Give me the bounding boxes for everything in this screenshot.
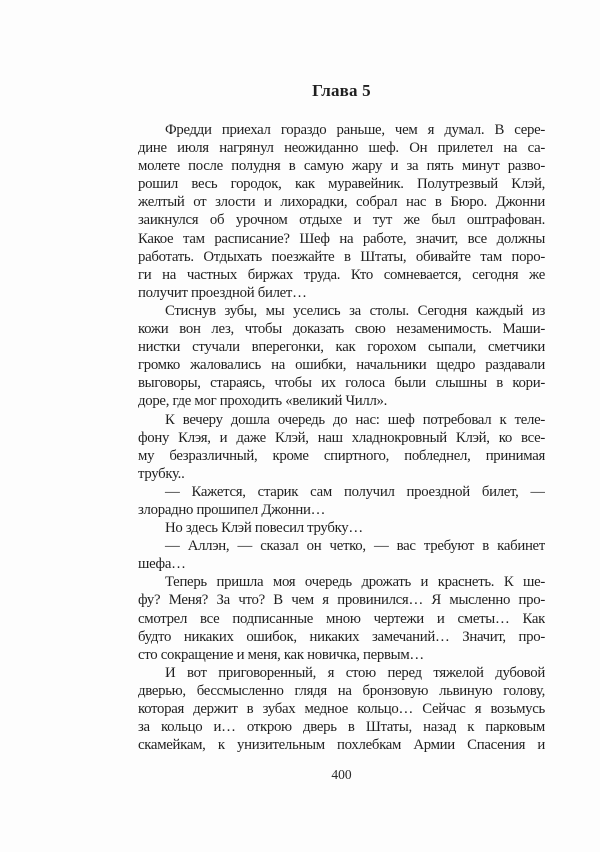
text-line: фу? Меня? За что? В чем я провинился… Я мысленно про-: [138, 592, 545, 609]
text-line: Но здесь Клэй повесил трубку…: [165, 520, 363, 537]
text-line: громко жаловались на ошибки, начальники щедро раздавали: [138, 357, 545, 374]
text-line: ги на частных биржах труда. Кто сомневается, сегодня же: [138, 266, 545, 283]
text-line: за кольцо и… открою дверь в Штаты, назад к парковым: [138, 719, 545, 736]
text-line: дине июля нагрянул неожиданно шеф. Он прилетел на са-: [138, 140, 545, 157]
text-line: заикнулся об урочном отдыхе и тут же был оштрафован.: [138, 212, 545, 229]
paragraph: [138, 483, 545, 519]
text-line: будто никаких ошибок, никаких замечаний… Значит, про-: [138, 628, 545, 645]
paragraph: [138, 411, 545, 483]
text-block: [138, 0, 545, 784]
text-line: нистки стучали вперегонки, как горохом сыпали, сметчики: [138, 339, 545, 356]
text-line: получит проездной билет…: [138, 284, 307, 301]
paragraph: [138, 302, 545, 411]
text-line: Теперь пришла моя очередь дрожать и краснеть. К ше-: [165, 574, 545, 591]
text-line: трубку..: [138, 465, 185, 482]
text-line: — Аллэн, — сказал он четко, — вас требуют в кабинет: [165, 538, 545, 555]
text-line: дверью, бессмысленно глядя на бронзовую львиную голову,: [138, 682, 545, 699]
text-line: смотрел все подписанные мною чертежи и сметы… Как: [138, 610, 545, 627]
text-line: шефа…: [138, 556, 186, 573]
text-line: молете после полудня в самую жару и за пять минут разво-: [138, 158, 545, 175]
text-line: доре, где мог проходить «великий Чилл».: [138, 393, 388, 410]
page-text: [138, 121, 545, 754]
paragraph: [138, 121, 545, 302]
text-line: скамейкам, к унизительным похлебкам Армии Спасения и: [138, 737, 545, 754]
text-line: Стиснув зубы, мы уселись за столы. Сегодня каждый из: [165, 302, 545, 319]
text-line: И вот приговоренный, я стою перед тяжелой дубовой: [165, 664, 545, 681]
chapter-heading: Глава 5: [312, 81, 371, 100]
text-line: работать. Отдыхать поезжайте в Штаты, обивайте там поро-: [138, 248, 545, 265]
paragraph: [138, 519, 545, 537]
text-line: — Кажется, старик сам получил проездной билет, —: [165, 483, 545, 500]
text-line: Какое там расписание? Шеф на работе, значит, все должны: [138, 230, 545, 247]
text-line: фону Клэя, и даже Клэй, наш хладнокровный Клэй, ко все-: [138, 429, 545, 446]
text-line: желтый от злости и лихорадки, собрал нас в Бюро. Джонни: [138, 194, 545, 211]
page-number: 400: [331, 767, 352, 783]
text-line: рошил весь городок, как муравейник. Полутрезвый Клэй,: [138, 176, 545, 193]
paragraph: [138, 664, 545, 754]
text-line: сто сокращение и меня, как новичка, первым…: [138, 646, 424, 663]
text-line: которая держит в зубах медное кольцо… Сейчас я возьмусь: [138, 701, 545, 717]
text-line: выговоры, стараясь, чтобы их голоса были слышны в кори-: [138, 375, 545, 392]
text-line: Фредди приехал гораздо раньше, чем я думал. В сере-: [165, 122, 545, 138]
text-line: кожи вон лез, чтобы доказать свою незаменимость. Маши-: [138, 321, 545, 338]
text-line: злорадно прошипел Джонни…: [138, 501, 326, 518]
paragraph: [138, 537, 545, 573]
text-line: му безразличный, кроме спиртного, побледнел, принимая: [138, 447, 545, 464]
text-line: К вечеру дошла очередь до нас: шеф потребовал к теле-: [165, 411, 545, 428]
paragraph: [138, 573, 545, 663]
